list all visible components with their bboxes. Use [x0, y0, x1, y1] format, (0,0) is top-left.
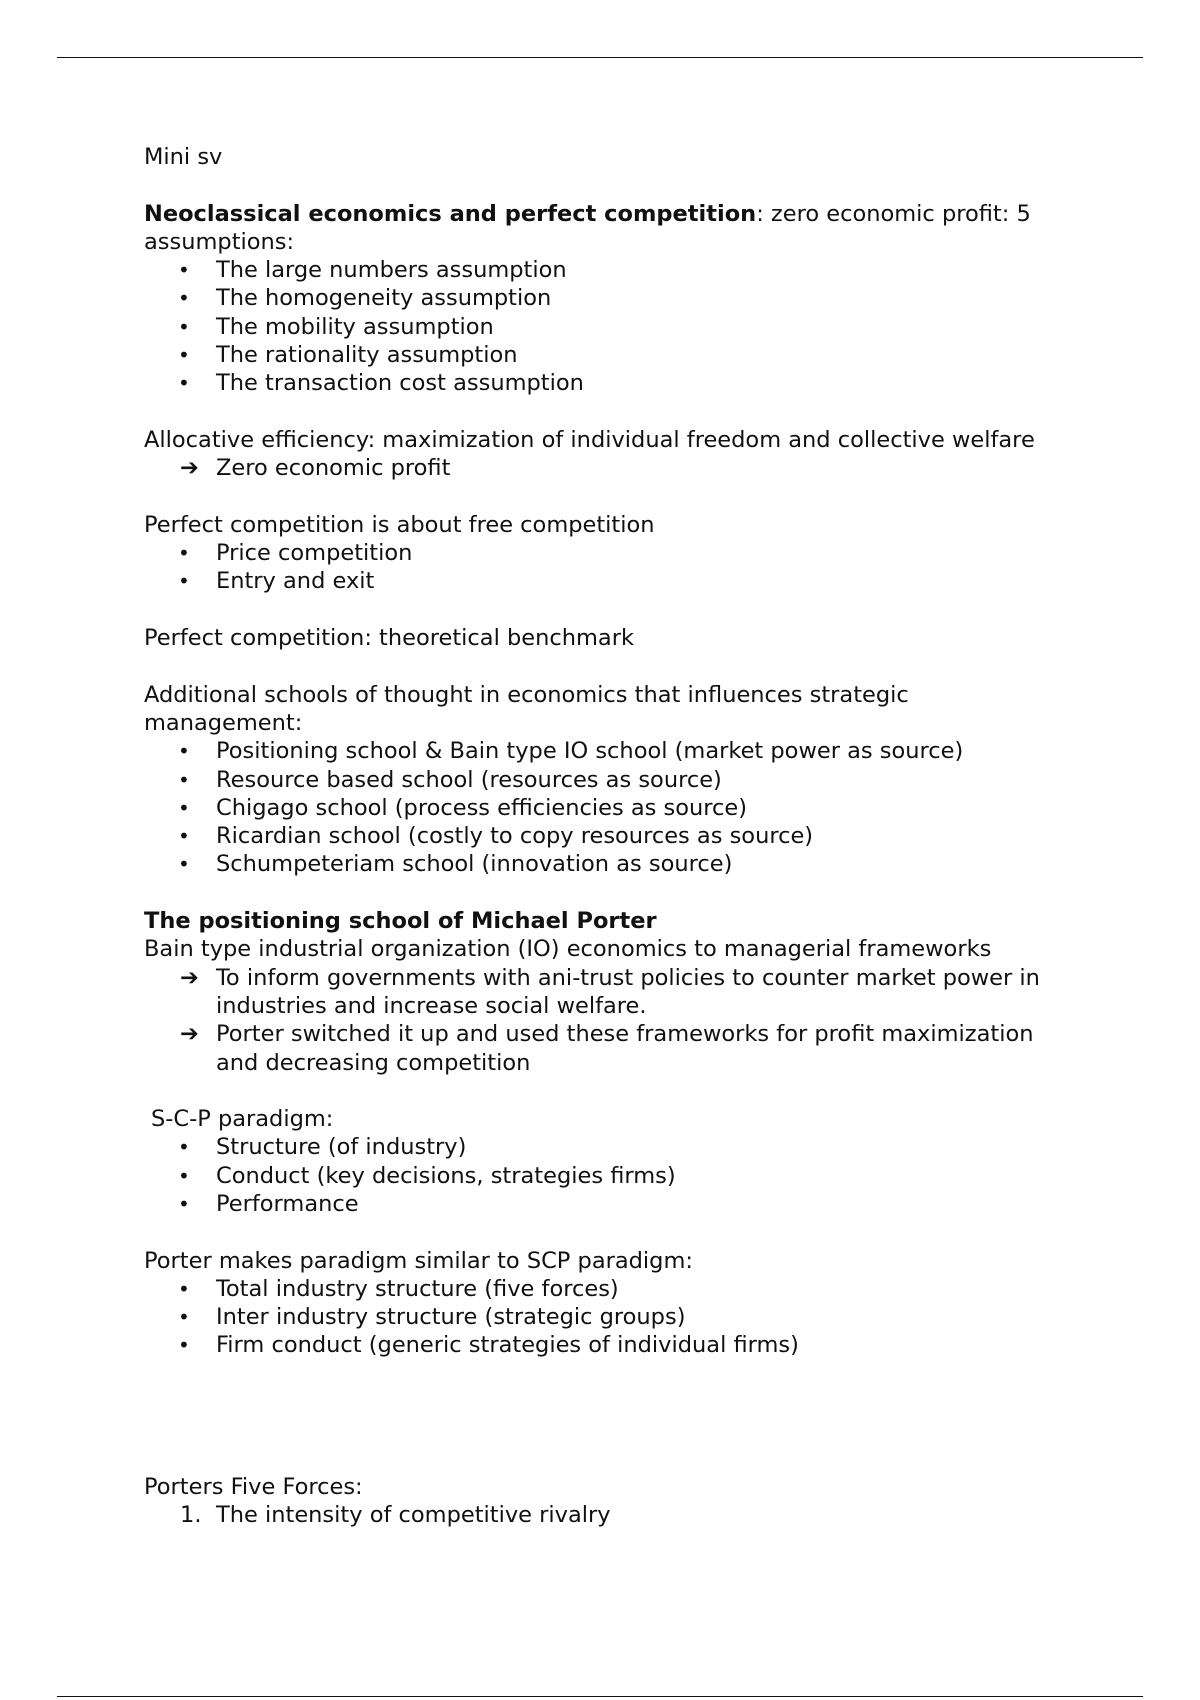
arrow-right-icon: ➔ [180, 1021, 199, 1048]
bullet-icon: • [178, 258, 190, 283]
bullet-icon: • [178, 343, 190, 368]
list-item: • The transaction cost assumption [178, 370, 584, 397]
list-item: • Structure (of industry) [178, 1134, 467, 1161]
porter-heading: The positioning school of Michael Porter [144, 908, 657, 935]
neoclassical-paragraph [144, 200, 1074, 257]
list-item: • Performance [178, 1190, 359, 1217]
porter-arrow-list [144, 964, 1074, 1077]
five-forces-list [144, 1501, 1074, 1529]
neoclassical-heading: Neoclassical economics and perfect competition [144, 200, 757, 227]
bullet-icon: • [178, 1135, 190, 1160]
list-number: 1. [180, 1502, 202, 1529]
list-item: • The rationality assumption [178, 342, 518, 369]
list-item: • Price competition [178, 540, 413, 567]
scp-paragraph: S-C-P paradigm: [151, 1106, 334, 1133]
arrow-right-icon: ➔ [180, 455, 199, 482]
list-item: • Resource based school (resources as source) [178, 766, 722, 793]
allocative-arrow-list [144, 454, 1074, 482]
list-item: ➔ Zero economic profit [180, 455, 451, 482]
bullet-icon: • [178, 767, 190, 792]
list-item: • Chigago school (process efficiencies as source) [178, 794, 747, 821]
free-competition-paragraph: Perfect competition is about free competition [144, 511, 655, 538]
bullet-icon: • [178, 1305, 190, 1330]
bullet-icon: • [178, 371, 190, 396]
benchmark-paragraph: Perfect competition: theoretical benchmark [144, 625, 634, 652]
porter-paragraph: Bain type industrial organization (IO) economics to managerial frameworks [144, 936, 992, 963]
porter-paradigm-paragraph: Porter makes paradigm similar to SCP paradigm: [144, 1247, 693, 1274]
bullet-icon: • [178, 1191, 190, 1216]
scp-list [144, 1133, 1074, 1218]
allocative-paragraph: Allocative efficiency: maximization of individual freedom and collective welfare [144, 426, 1035, 453]
list-item: • The homogeneity assumption [178, 285, 552, 312]
list-item: • Schumpeteriam school (innovation as source) [178, 851, 733, 878]
list-item: • Positioning school & Bain type IO school (market power as source) [178, 738, 964, 765]
list-item: ➔ Porter switched it up and used these frameworks for profit maximization and decreasing competition [180, 1021, 1034, 1076]
list-item: ➔ To inform governments with ani-trust policies to counter market power in industries and increase social welfare. [180, 964, 1040, 1019]
document-page [144, 143, 1074, 1529]
list-item: • The mobility assumption [178, 313, 494, 340]
top-rule [57, 57, 1143, 58]
list-item: • Ricardian school (costly to copy resources as source) [178, 823, 814, 850]
free-competition-list [144, 539, 1074, 596]
bullet-icon: • [178, 541, 190, 566]
bullet-icon: • [178, 852, 190, 877]
bullet-icon: • [178, 1163, 190, 1188]
assumptions-list [144, 256, 1074, 397]
list-item: 1. The intensity of competitive rivalry [180, 1502, 611, 1529]
bullet-icon: • [178, 1276, 190, 1301]
bullet-icon: • [178, 286, 190, 311]
bullet-icon: • [178, 1333, 190, 1358]
bullet-icon: • [178, 739, 190, 764]
neoclassical-heading-rest: : zero economic profit: 5 assumptions: [144, 200, 1031, 255]
doc-title: Mini sv [144, 144, 223, 170]
bullet-icon: • [178, 824, 190, 849]
schools-list [144, 737, 1074, 878]
bullet-icon: • [178, 314, 190, 339]
bottom-rule [57, 1696, 1143, 1697]
bullet-icon: • [178, 569, 190, 594]
schools-paragraph: Additional schools of thought in economics that influences strategic management: [144, 681, 909, 736]
list-item: • Inter industry structure (strategic groups) [178, 1304, 686, 1331]
five-forces-paragraph: Porters Five Forces: [144, 1473, 363, 1500]
list-item: • Firm conduct (generic strategies of individual firms) [178, 1332, 799, 1359]
list-item: • The large numbers assumption [178, 257, 567, 284]
bullet-icon: • [178, 795, 190, 820]
list-item: • Entry and exit [178, 568, 375, 595]
list-item: • Conduct (key decisions, strategies firms) [178, 1162, 676, 1189]
list-item: • Total industry structure (five forces) [178, 1275, 619, 1302]
arrow-right-icon: ➔ [180, 964, 199, 991]
porter-paradigm-list [144, 1275, 1074, 1360]
